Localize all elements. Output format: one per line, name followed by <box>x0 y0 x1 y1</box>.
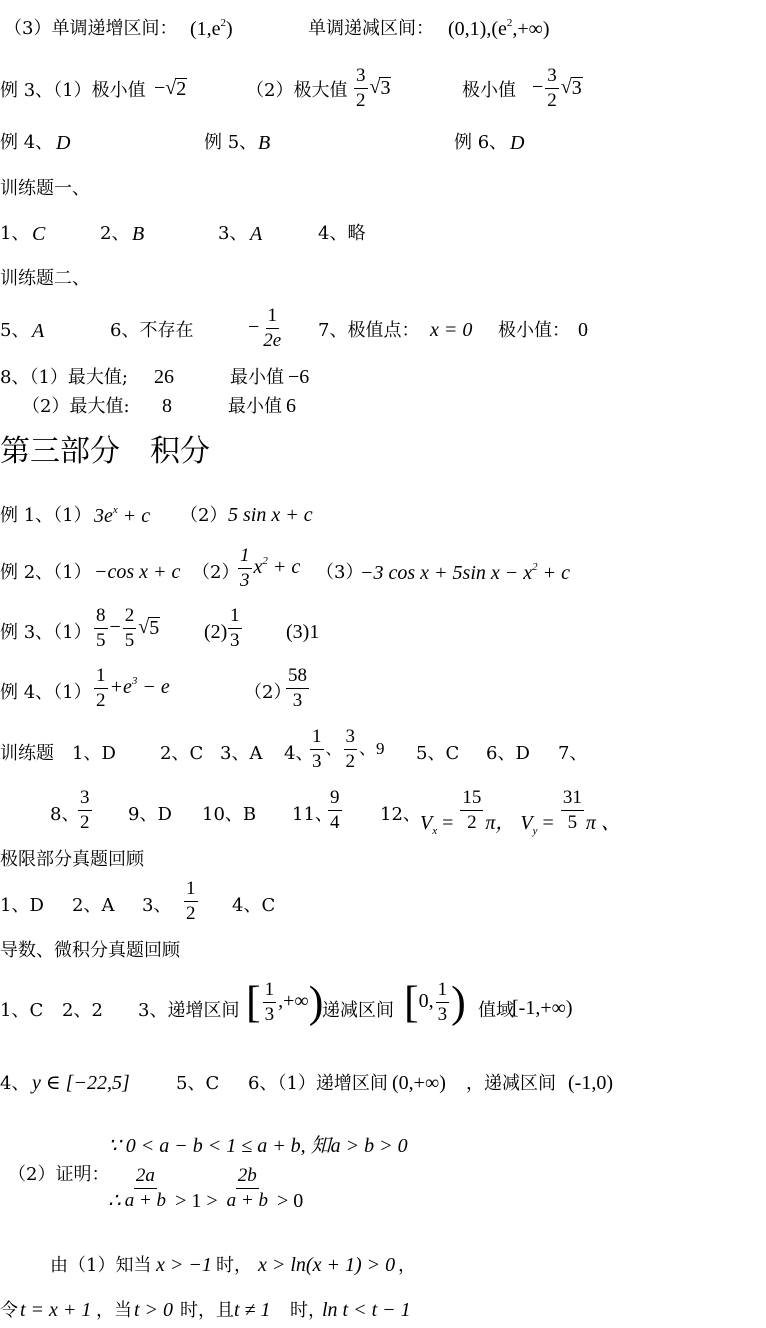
text: ，递减区间 <box>466 1073 556 1094</box>
denominator: 4 <box>330 811 340 833</box>
math: t > 0 <box>134 1299 174 1321</box>
numerator: 2b <box>236 1166 259 1189</box>
radicand: 3 <box>380 77 391 100</box>
math: B <box>132 223 145 245</box>
numerator: 1 <box>184 879 198 902</box>
numerator: 8 <box>94 606 108 629</box>
math-part: > 1 > <box>170 1190 223 1213</box>
text: 1、C <box>0 1000 44 1021</box>
text: 2、A <box>72 895 115 916</box>
math: D <box>56 132 71 154</box>
text: 1、D <box>0 895 44 916</box>
numerator: 3 <box>344 727 358 750</box>
math <box>284 666 311 711</box>
math: (0,+∞) <box>392 1072 446 1094</box>
math-part: −3 cos x + 5sin x − x <box>360 562 533 584</box>
text: 4、 <box>0 1073 30 1094</box>
math-part: V <box>520 812 533 835</box>
math-part: − <box>248 316 260 339</box>
fraction <box>123 1166 168 1211</box>
math <box>94 505 150 526</box>
radicand: 2 <box>176 78 187 100</box>
math-part: 3e <box>94 505 113 527</box>
close-paren: ) <box>451 977 466 1027</box>
fraction <box>561 788 584 833</box>
sqrt: √ 3 <box>369 76 391 100</box>
math: x > ln(x + 1) > 0 <box>258 1254 396 1276</box>
text: 5、C <box>176 1073 220 1094</box>
math: D <box>510 132 525 154</box>
math: x > −1 <box>156 1254 212 1276</box>
text: 2、2 <box>62 1000 103 1021</box>
radicand: 5 <box>149 617 160 640</box>
denominator: 3 <box>292 689 303 711</box>
text: （3） <box>316 562 364 583</box>
text: 11、 <box>292 804 333 825</box>
math: 6 <box>286 395 296 417</box>
denominator: 3 <box>312 750 322 772</box>
text: 3、递增区间 <box>138 1000 240 1021</box>
math: [-1,+∞) <box>512 997 573 1019</box>
heading-text: 第三部分 积分 <box>0 434 210 469</box>
math: −6 <box>288 366 310 388</box>
text: 8、（1）最大值; <box>0 367 128 388</box>
text: 例 3、（1）极小值 <box>0 80 146 101</box>
text: 时，且 <box>180 1300 234 1321</box>
text: 例 5、 <box>204 132 258 153</box>
text: 12、 <box>380 804 421 825</box>
text: 4、略 <box>318 223 366 244</box>
math-part: = <box>537 812 559 835</box>
math: ln t < t − 1 <box>322 1299 411 1321</box>
fraction <box>94 666 108 711</box>
math: ∵ 0 < a − b < 1 ≤ a + b, 知a > b > 0 <box>108 1135 408 1157</box>
text: 极小值 <box>462 80 516 101</box>
fraction <box>261 306 283 351</box>
text: 9、D <box>128 804 172 825</box>
math: (2) <box>204 621 228 643</box>
denominator: 2 <box>345 750 356 772</box>
denominator: 3 <box>264 1003 275 1025</box>
text: （2） <box>192 562 240 583</box>
numerator: 2 <box>123 606 137 629</box>
fraction <box>344 727 358 772</box>
denominator: 5 <box>567 811 578 833</box>
numerator: 2a <box>134 1166 157 1189</box>
math <box>182 879 200 924</box>
math: A <box>250 223 263 245</box>
text: 3、 <box>218 223 248 244</box>
math-part: ,+∞ <box>278 990 309 1013</box>
math: −cos x + c <box>94 561 181 583</box>
fraction <box>354 66 368 111</box>
text: 值域 <box>478 1000 514 1021</box>
math-part: − <box>532 76 544 99</box>
math <box>226 606 244 651</box>
math-part: +e <box>109 676 132 699</box>
text: （2）极大值 <box>246 80 348 101</box>
fraction <box>238 546 252 591</box>
text: 3、 <box>142 895 172 916</box>
fraction <box>436 980 450 1025</box>
denominator: a + b <box>124 1189 167 1211</box>
text: 3、A <box>220 743 263 764</box>
text: 极小值： <box>498 320 570 341</box>
text: ， <box>398 1255 416 1276</box>
math: 26 <box>154 366 174 388</box>
math-part: π 、 <box>585 812 621 835</box>
text: 例 1、（1） <box>0 505 92 526</box>
text: （2） <box>180 505 228 526</box>
math: (-1,0) <box>568 1072 613 1094</box>
math-part: 0, <box>418 990 434 1013</box>
close-paren: ) <box>308 977 324 1027</box>
separator: 、 <box>325 741 342 759</box>
denominator: 3 <box>437 1003 448 1025</box>
math-part: = <box>437 812 459 835</box>
text: 例 4、（1） <box>0 682 92 703</box>
text: 6、不存在 <box>110 320 194 341</box>
numerator: 1 <box>94 666 108 689</box>
section-label: 导数、微积分真题回顾 <box>0 940 180 961</box>
fraction <box>184 879 198 924</box>
math <box>248 306 285 351</box>
math <box>190 18 233 39</box>
fraction <box>328 788 342 833</box>
text: 8、 <box>50 804 80 825</box>
text: 单调递减区间： <box>308 18 434 39</box>
math <box>108 1166 303 1211</box>
sqrt: √ 2 <box>165 77 187 100</box>
text: 最小值 <box>230 367 284 388</box>
math-part: ,+∞) <box>512 18 550 40</box>
math-part: > 0 <box>271 1190 304 1213</box>
math-part: (0,1),(e <box>448 18 507 40</box>
numerator: 1 <box>266 306 280 329</box>
fraction <box>460 788 483 833</box>
text: 7、极值点： <box>318 320 420 341</box>
denominator: 2 <box>547 89 557 111</box>
math: 8 <box>162 395 172 417</box>
fraction <box>228 606 242 651</box>
math-part: x <box>253 556 263 579</box>
sqrt: √ 3 <box>560 76 582 100</box>
open-bracket: [ <box>404 977 419 1027</box>
text: （2）证明： <box>8 1164 110 1185</box>
text: （2） <box>244 682 292 703</box>
math: y ∈ [−22,5] <box>32 1072 130 1094</box>
math-part: 、9 <box>359 739 385 759</box>
fraction <box>310 727 324 772</box>
math: 0 <box>578 319 588 341</box>
text: 例 3、（1） <box>0 622 92 643</box>
sqrt: √ 5 <box>138 616 160 640</box>
math-part: − e <box>137 676 170 699</box>
text: 时， <box>216 1255 252 1276</box>
math <box>420 787 621 838</box>
math: t ≠ 1 <box>234 1299 271 1321</box>
denominator: 2 <box>80 811 90 833</box>
numerator: 58 <box>286 666 309 689</box>
text: 时， <box>290 1300 326 1321</box>
section-label: 极限部分真题回顾 <box>0 849 144 870</box>
math-part: − <box>109 616 121 639</box>
text: 令 <box>0 1300 18 1321</box>
text: 10、B <box>202 804 257 825</box>
numerator: 3 <box>545 66 559 89</box>
fraction <box>545 66 559 111</box>
text: 递减区间 <box>322 1000 394 1021</box>
math <box>154 78 187 99</box>
denominator: 2 <box>356 89 366 111</box>
math-part: ∴ <box>108 1190 121 1213</box>
denominator: 3 <box>230 629 240 651</box>
math <box>360 562 570 583</box>
text: ，当 <box>96 1300 132 1321</box>
denominator: 5 <box>96 629 106 651</box>
denominator: 2 <box>186 902 196 924</box>
math-part: + c <box>537 562 570 584</box>
math <box>532 66 583 111</box>
math-part: -1,+∞ <box>518 997 566 1019</box>
math <box>92 606 160 651</box>
superscript: 2 <box>506 17 513 29</box>
denominator: 5 <box>124 629 135 651</box>
math: 5 sin x + c <box>228 504 313 526</box>
math-part: ) <box>226 18 233 40</box>
numerator: 3 <box>354 66 368 89</box>
denominator: a + b <box>226 1189 268 1211</box>
denominator: 2e <box>263 329 282 351</box>
text: 6、（1）递增区间 <box>248 1073 388 1094</box>
fraction <box>78 788 92 833</box>
superscript: 2 <box>220 17 227 29</box>
text: 5、 <box>0 320 30 341</box>
text: 6、D <box>486 743 530 764</box>
text: 2、C <box>160 743 204 764</box>
math: t = x + 1 <box>20 1299 92 1321</box>
denominator: 2 <box>96 689 106 711</box>
superscript: x <box>112 504 118 516</box>
fraction <box>94 606 108 651</box>
math-part: − <box>154 77 166 99</box>
text: 训练题 1、D <box>0 743 116 764</box>
math <box>448 18 550 39</box>
text: 4、C <box>232 895 276 916</box>
subscript: y <box>532 825 538 838</box>
numerator: 1 <box>238 546 252 569</box>
section-label: 训练题一、 <box>0 178 90 199</box>
math-part: (1,e <box>190 18 221 40</box>
section-label: 训练题二、 <box>0 268 90 289</box>
open-bracket: [ <box>246 977 261 1027</box>
numerator: 1 <box>436 980 450 1003</box>
numerator: 31 <box>561 788 584 811</box>
math <box>308 727 385 772</box>
numerator: 3 <box>78 788 92 811</box>
text: 2、 <box>100 223 130 244</box>
math <box>92 666 170 711</box>
text: 7、 <box>558 743 588 764</box>
math: A <box>32 320 45 342</box>
text: 例 2、（1） <box>0 562 92 583</box>
fraction <box>123 606 137 651</box>
text: 由（1）知当 <box>50 1255 152 1276</box>
numerator: 1 <box>263 980 277 1003</box>
math-part: + c <box>267 556 301 579</box>
fraction <box>286 666 309 711</box>
subscript: x <box>432 825 438 838</box>
superscript: 2 <box>532 561 538 573</box>
denominator: 3 <box>240 569 250 591</box>
math-part: V <box>420 812 433 835</box>
text: 例 4、 <box>0 132 54 153</box>
math <box>76 788 94 833</box>
math <box>404 977 466 1027</box>
math: B <box>258 132 271 154</box>
text: 5、C <box>416 743 460 764</box>
superscript: 2 <box>262 555 268 568</box>
text: 4、 <box>284 743 314 764</box>
math <box>352 66 391 111</box>
numerator: 9 <box>328 788 342 811</box>
fraction <box>263 980 277 1025</box>
text: 1、 <box>0 223 30 244</box>
math-part: π， <box>485 812 516 835</box>
text: 最小值 <box>228 396 282 417</box>
text: （3）单调递增区间： <box>4 18 178 39</box>
math <box>326 788 344 833</box>
math: C <box>32 223 46 245</box>
math: x = 0 <box>430 319 473 341</box>
denominator: 2 <box>467 811 477 833</box>
numerator: 1 <box>228 606 242 629</box>
fraction <box>225 1166 270 1211</box>
math <box>246 977 324 1027</box>
text: （2）最大值: <box>22 396 130 417</box>
math: (3)1 <box>286 621 320 643</box>
text: 例 6、 <box>454 132 508 153</box>
superscript: 3 <box>131 675 138 688</box>
numerator: 1 <box>310 727 324 750</box>
numerator: 15 <box>460 788 483 811</box>
math <box>236 546 300 591</box>
radicand: 3 <box>571 77 582 100</box>
math-part: + c <box>117 505 151 527</box>
